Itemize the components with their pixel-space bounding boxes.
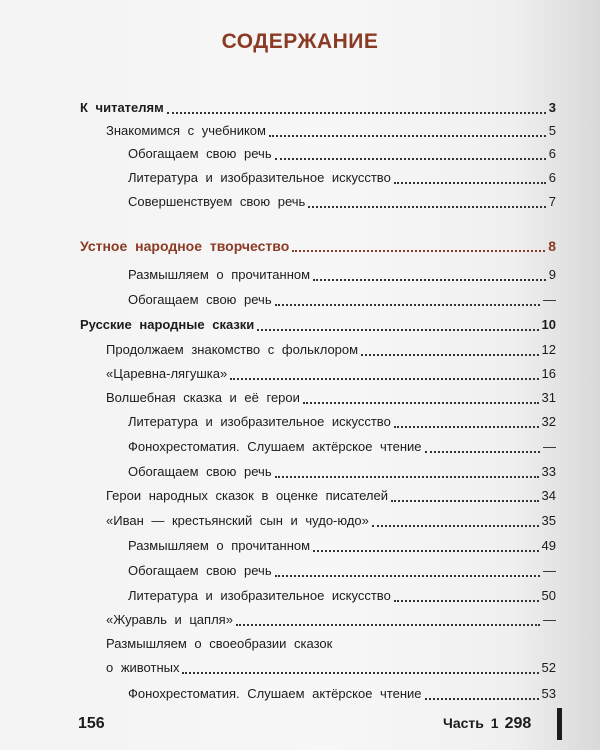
toc-entry-page: — [543,612,556,627]
toc-entry-title: Фонохрестоматия. Слушаем актёрское чтение [128,686,422,701]
toc-entry[interactable] [106,364,556,384]
toc-entry-title: Знакомимся с учебником [106,123,266,138]
toc-entry-page: — [543,292,556,307]
toc-entry-page: 10 [541,317,556,332]
toc-entry-page: 52 [541,660,556,675]
toc-entry-page: 35 [541,513,556,528]
toc-entry-title: «Иван — крестьянский сын и чудо-юдо» [106,513,369,528]
toc-section-heading[interactable] [80,236,556,256]
toc-entry-page: 53 [541,686,556,701]
toc-entry[interactable] [106,340,556,360]
part-divider-bar [557,708,562,740]
toc-entry-title: Волшебная сказка и её герои [106,390,300,405]
toc-entry-page: 50 [541,588,556,603]
toc-entry[interactable] [128,462,556,482]
toc-entry-title: К читателям [80,100,164,115]
toc-entry[interactable] [106,610,556,630]
dot-leader [394,181,546,184]
toc-entry-page: 49 [541,538,556,553]
part-label: Часть 1 [443,715,499,731]
dot-leader [236,623,540,626]
toc-entry-page: 5 [548,123,556,138]
dot-leader [308,205,545,208]
toc-entry-title: о животных [106,660,180,675]
dot-leader [230,377,538,380]
toc-entry-page: 33 [541,464,556,479]
toc-entry[interactable] [128,536,556,556]
toc-entry-page: 9 [548,267,556,282]
toc-entry-page: 8 [548,238,556,254]
toc-entry-title: Обогащаем свою речь [128,464,272,479]
toc-entry[interactable] [106,634,556,654]
toc-entry-page: 34 [541,488,556,503]
dot-leader [391,499,539,502]
toc-entry-page: — [543,563,556,578]
toc-entry-title: Обогащаем свою речь [128,292,272,307]
dot-leader [275,574,540,577]
toc-entry[interactable] [128,144,556,164]
toc-entry-page: 16 [541,366,556,381]
toc-entry-title: Устное народное творчество [80,238,290,254]
toc-entry[interactable] [80,98,556,118]
dot-leader [425,450,540,453]
toc-entry-page: 6 [548,170,556,185]
toc-entry[interactable] [106,486,556,506]
toc-entry-page: 32 [541,414,556,429]
dot-leader [167,111,546,114]
toc-entry-title: Фонохрестоматия. Слушаем актёрское чтение [128,439,422,454]
toc-entry-title: Герои народных сказок в оценке писателей [106,488,388,503]
toc-entry-page: 12 [541,342,556,357]
toc-entry-title: Русские народные сказки [80,317,255,332]
toc-entry-title: Совершенствуем свою речь [128,194,306,209]
toc-entry-title: Размышляем о прочитанном [128,267,311,282]
toc-entry[interactable] [128,412,556,432]
toc-entry-title: Размышляем о своеобразии сказок [106,636,333,651]
dot-leader [257,328,538,331]
toc-entry-title: Обогащаем свою речь [128,563,272,578]
toc-entry-title: Литература и изобразительное искусство [128,414,391,429]
dot-leader [313,549,538,552]
toc-entry-title: Литература и изобразительное искусство [128,588,391,603]
toc-entry-title: «Журавль и цапля» [106,612,233,627]
toc-entry-title: Продолжаем знакомство с фольклором [106,342,359,357]
toc-entry[interactable] [128,561,556,581]
toc-entry[interactable] [128,168,556,188]
part-number: 298 [504,715,532,732]
toc-entry[interactable] [128,265,556,285]
dot-leader [269,134,546,137]
part-marker [443,715,531,733]
dot-leader [425,697,539,700]
dot-leader [361,353,538,356]
dot-leader [394,425,539,428]
toc-entry-title: Литература и изобразительное искусство [128,170,391,185]
toc-entry-page: 6 [548,146,556,161]
toc-entry-title: Размышляем о прочитанном [128,538,311,553]
toc-entry[interactable] [106,658,556,678]
toc-entry[interactable] [128,586,556,606]
dot-leader [275,303,540,306]
page-number: 156 [78,715,105,732]
dot-leader [313,278,546,281]
toc-entry[interactable] [128,290,556,310]
toc-entry[interactable] [80,315,556,335]
dot-leader [292,249,545,252]
toc-entry-page: 7 [548,194,556,209]
toc-entry[interactable] [128,684,556,704]
toc-entry-page: 3 [548,100,556,115]
toc-entry-title: Обогащаем свою речь [128,146,272,161]
toc-entry-title: «Царевна-лягушка» [106,366,228,381]
toc-entry[interactable] [106,511,556,531]
toc-entry-page: — [543,439,556,454]
toc-entry[interactable] [128,437,556,457]
dot-leader [303,401,539,404]
dot-leader [394,599,539,602]
dot-leader [182,671,538,674]
toc-entry[interactable] [106,121,556,141]
page-title: СОДЕРЖАНИЕ [221,30,379,53]
dot-leader [275,475,539,478]
toc-entry-page: 31 [541,390,556,405]
toc-entry[interactable] [106,388,556,408]
dot-leader [275,157,546,160]
toc-entry[interactable] [128,192,556,212]
dot-leader [372,524,539,527]
